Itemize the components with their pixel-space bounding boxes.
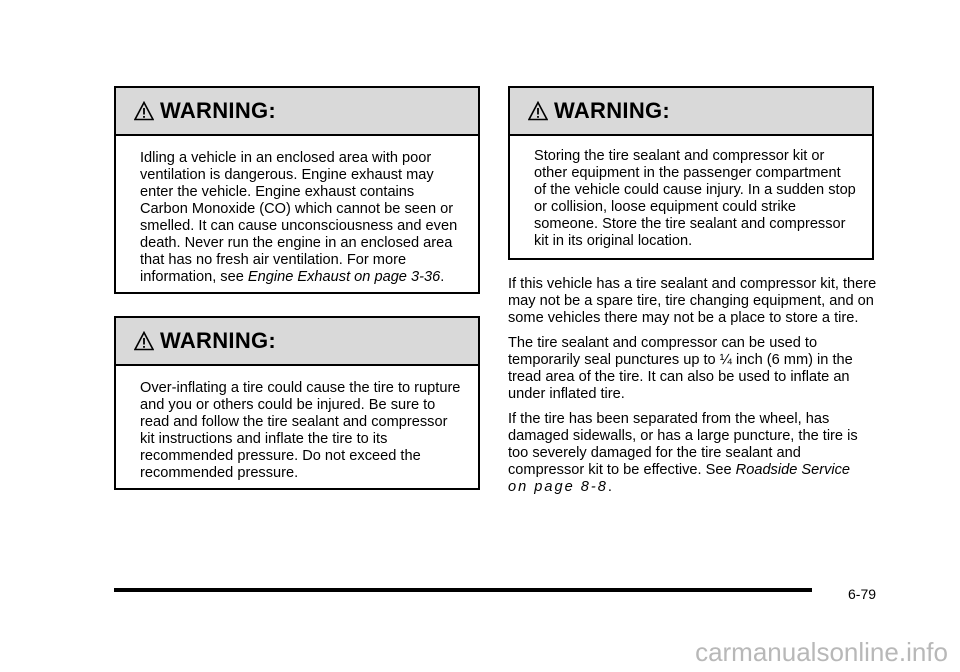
page-number: 6-79 [848, 586, 877, 602]
warning-triangle-icon [528, 101, 548, 121]
cross-reference-link[interactable]: Roadside Service [735, 462, 851, 478]
warning-text: Idling a vehicle in an enclosed area with poor ventilation is dangerous. Engine exhaust may enter the vehicle. Engine exhaust contains Carbon Monoxide (CO) which cannot be seen or smelled. It can cause unconsciousness and even death. Never run the engine in an enclosed area that has no fresh air ventilation. For more information, see [140, 150, 458, 285]
warning-header [116, 318, 478, 366]
cross-reference-page[interactable]: on page 8-8 [508, 479, 608, 495]
paragraph-seal-punctures: The tire sealant and compressor can be used to temporarily seal punctures up to ¼ inch (6 mm) in the tread area of the tire. It can also be used to inflate an under inflated tire. [508, 335, 853, 402]
warning-box-overinflation [114, 316, 480, 490]
paragraph-spare-tire: If this vehicle has a tire sealant and compressor kit, there may not be a spare tire, tire changing equipment, and on some vehicles there may not be a place to store a tire. [508, 276, 877, 326]
warning-header [116, 88, 478, 136]
warning-text: Storing the tire sealant and compressor kit or other equipment in the passenger compartment of the vehicle could cause injury. In a sudden stop or collision, loose equipment could strike someone. Store the tire sealant and compressor kit in its original location. [534, 148, 856, 249]
watermark: carmanualsonline.info [695, 637, 948, 667]
warning-title: WARNING: [160, 98, 277, 123]
warning-body [116, 366, 478, 494]
warning-header [510, 88, 872, 136]
footer-rule [114, 588, 812, 592]
warning-body: Idling a vehicle in an enclosed area with poor ventilation is dangerous. Engine exhaust may enter the vehicle. Engine exhaust contains Carbon Monoxide (CO) which cannot be seen or smelled. It can cause unconsciousness and even death. Never run the engine in an enclosed area that has no fresh air ventilation. For more information, see Engine Exhaust on page 3-36. [140, 150, 458, 285]
warning-title: WARNING: [554, 98, 671, 123]
cross-reference-link[interactable]: Engine Exhaust on page 3-36 [247, 269, 441, 285]
body-text-column [508, 276, 878, 504]
warning-box-storage [508, 86, 874, 260]
warning-box-exhaust [114, 86, 480, 294]
warning-triangle-icon [134, 101, 154, 121]
warning-title: WARNING: [160, 328, 277, 353]
warning-triangle-icon [134, 331, 154, 351]
paragraph-severe-damage: If the tire has been separated from the wheel, has damaged sidewalls, or has a large puncture, the tire is too severely damaged for the tire sealant and compressor kit to be effective. See Roadside Service on page 8-8. [508, 411, 858, 495]
warning-text: Over-inflating a tire could cause the tire to rupture and you or others could be injured. Be sure to read and follow the tire sealant and compressor kit instructions and inflate the tire to its recommended pressure. Do not exceed the recommended pressure. [140, 380, 461, 481]
warning-body [510, 136, 872, 262]
